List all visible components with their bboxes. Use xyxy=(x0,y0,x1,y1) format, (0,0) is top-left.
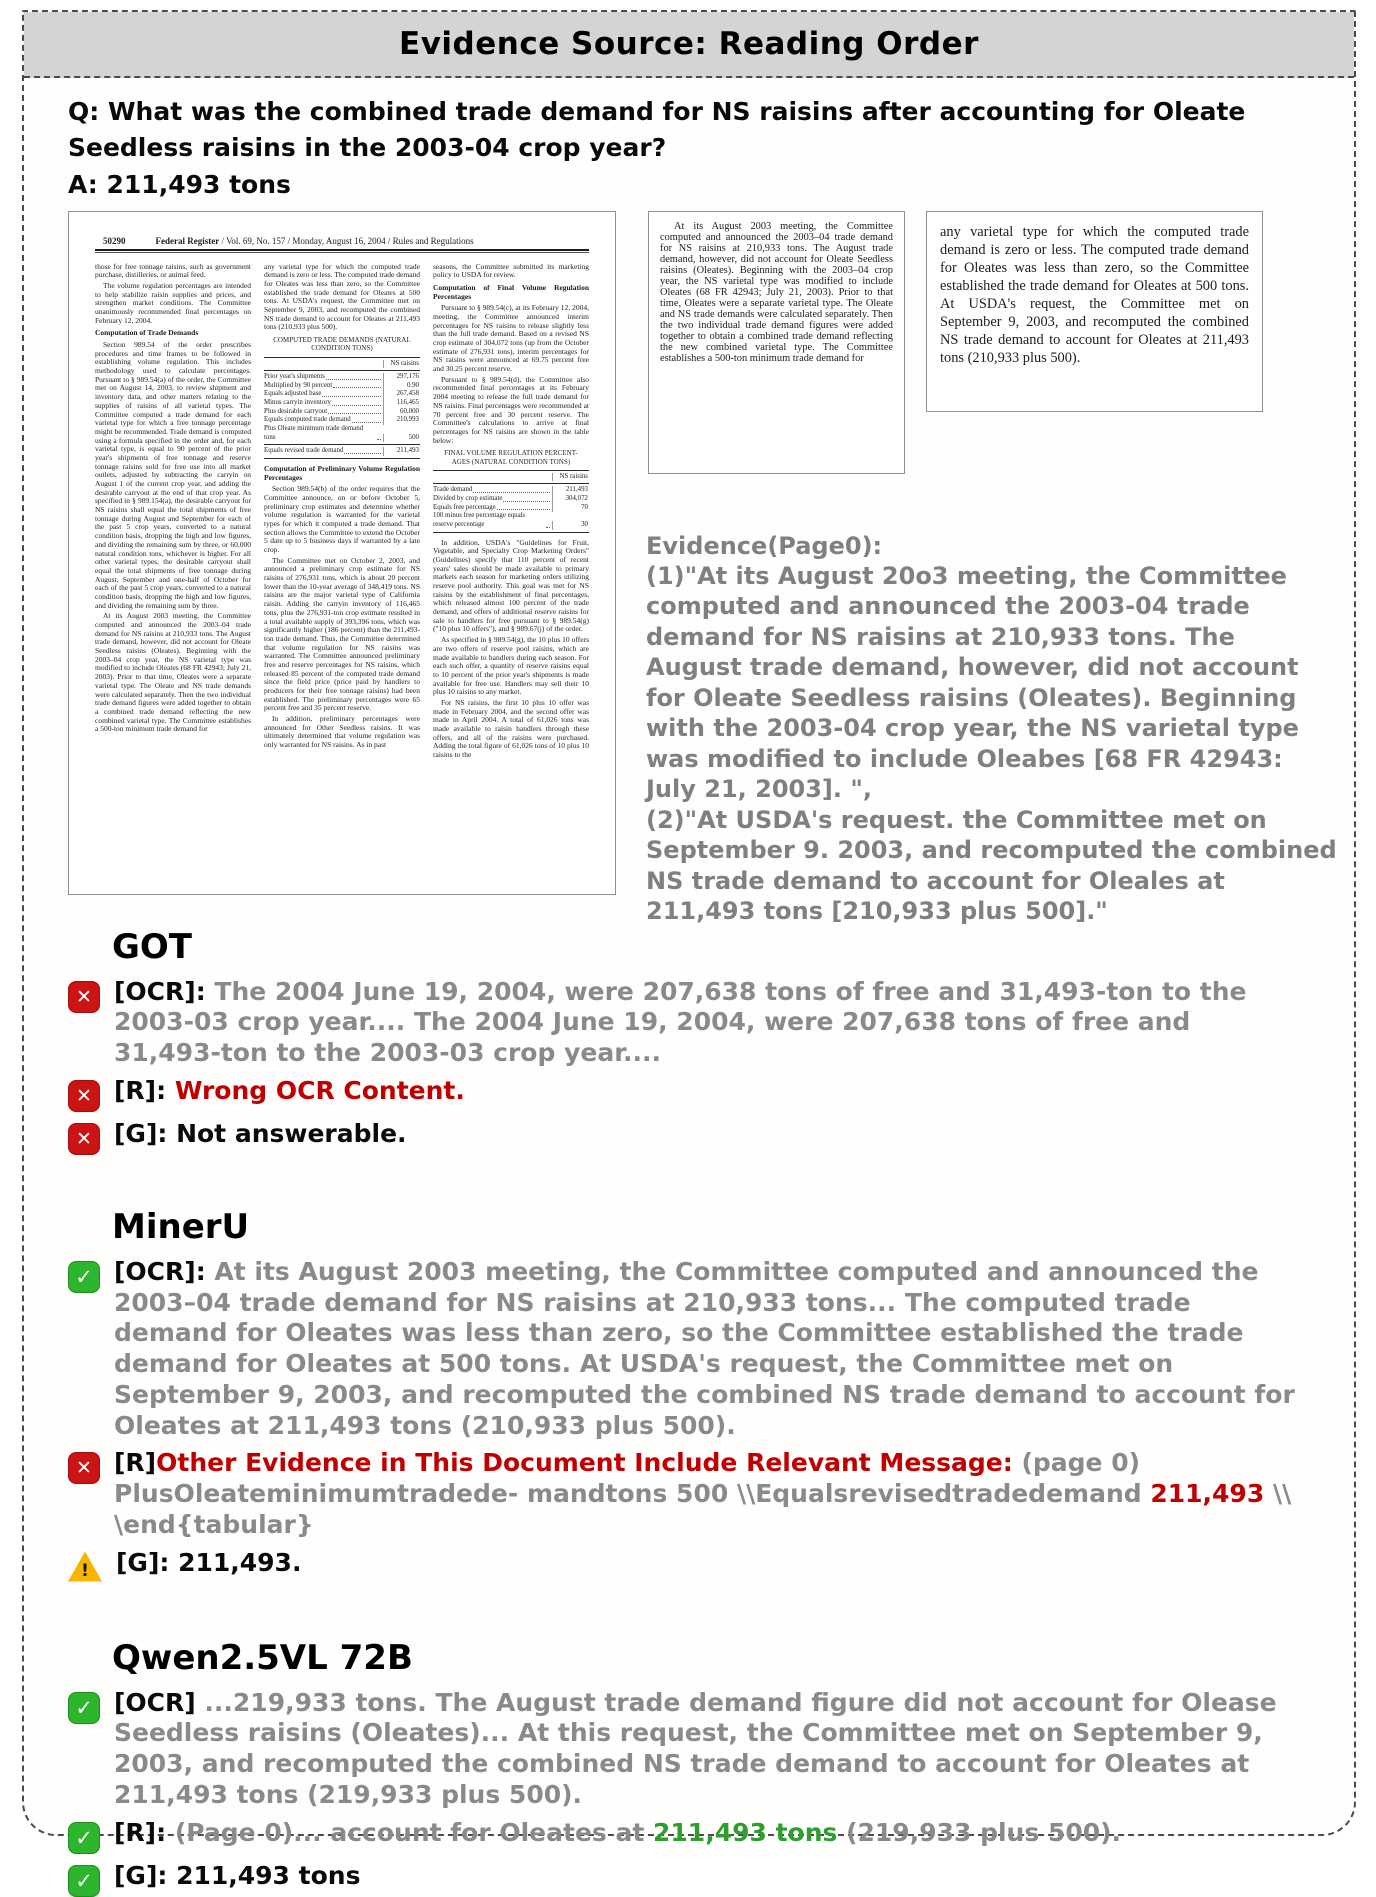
verdict-text: [G]: 211,493. xyxy=(116,1547,302,1577)
verdict-label: [OCR]: xyxy=(114,976,206,1006)
excerpt-right-text: any varietal type for which the computed trade demand is zero or less. The computed trade demand for Oleates was less than zero, so the Committee established the trade demand for Oleates at 500 tons. At USDA's request, the Committee met on September 9, 2003, and recomputed the combined NS trade demand to account for Oleates at 211,493 tons (210,933 plus 500). xyxy=(940,223,1249,367)
title-bar xyxy=(24,12,1354,78)
verdict-row xyxy=(68,1818,1326,1854)
evidence-item-2: (2)"At USDA's request. the Committee met on September 9. 2003, and recomputed the combined NS trade demand to account for Oleales at 211,493 tons [210,933 plus 500]." xyxy=(646,805,1337,926)
cross-icon xyxy=(68,1452,100,1484)
doc-paragraph: Section 989.54(b) of the order requires that the Committee announce, on or before October 5, preliminary crop estimates and determine whether volume regulation is warranted for the varietal types for which it computed a trade demand. That section allows the Committee to extend the October 5 date up to 5 business days if warranted by a late crop. xyxy=(264,484,420,554)
doc-column-2 xyxy=(264,263,420,762)
excerpt-panel-left xyxy=(648,211,905,474)
answer-text: A: 211,493 tons xyxy=(68,170,291,199)
cross-icon xyxy=(68,1080,100,1112)
question-text: Q: What was the combined trade demand for NS raisins after accounting for Oleate Seedless raisins in the 2003-04 crop year? xyxy=(68,97,1246,162)
section-qwen xyxy=(68,1638,1326,1897)
doc-paragraph: Pursuant to § 989.54(c), at its February 12, 2004, meeting, the Committee announced interim percentages for NS raisins to release slightly less than the full trade demand. Based on a revised NS crop estimate of 304,072 tons (up from the October estimate of 276,931 tons), interim percentages for NS raisins were announced at 69.75 percent free and 30.25 percent reserve. xyxy=(433,303,589,374)
doc-paragraph: those for free tonnage raisins, such as government purchase, distilleries, or animal feed. xyxy=(95,261,251,280)
verdict-row xyxy=(68,1688,1326,1811)
doc-paragraph: seasons, the Committee submitted its marketing policy to USDA for review. xyxy=(433,261,589,280)
excerpt-panel-right xyxy=(926,211,1263,412)
doc-paragraph: Pursuant to § 989.54(d), the Committee also recommended final percentages at its February 2004 meeting to release the full trade demand for NS raisins. Final percentages were recommended at 70 percent free and 30 percent reserve. The Committee's calculations to arrive at final percentages for NS raisins are shown in the table below: xyxy=(433,374,589,445)
verdict-label: [G]: xyxy=(116,1547,170,1577)
qwen-rows xyxy=(68,1688,1326,1897)
figure-content xyxy=(24,78,1354,1897)
model-name-got: GOT xyxy=(112,926,193,967)
page-title: Evidence Source: Reading Order xyxy=(399,26,979,62)
verdict-text: [G]: 211,493 tons xyxy=(114,1860,361,1890)
verdict-row xyxy=(68,1548,1326,1582)
verdict-text: [OCR]: At its August 2003 meeting, the Committee computed and announced the 2003–04 trade demand for NS raisins at 210,933 tons... The computed trade demand for Oleates was less than zero, so the Committee established the trade demand for Oleates at 500 tons. At USDA's request, the Committee met on September 9, 2003, and recomputed the combined NS trade demand to account for Oleates at 211,493 tons (210,933 plus 500). xyxy=(114,1256,1295,1440)
doc-column-1 xyxy=(95,263,251,762)
doc-paragraph: The volume regulation percentages are intended to help stabilize raisin supplies and prices, and strengthen market conditions. The Committee unanimously recommended final percentages on February 12, 2004. xyxy=(95,280,251,325)
doc-masthead xyxy=(95,236,589,251)
verdict-label: [R] xyxy=(114,1448,157,1478)
verdict-row xyxy=(68,1257,1326,1442)
model-name-qwen: Qwen2.5VL 72B xyxy=(112,1637,413,1678)
doc-heading: Computation of Preliminary Volume Regulation Percentages xyxy=(264,463,420,482)
doc-paragraph: For NS raisins, the first 10 plus 10 offer was made in February 2004, and the second offer was made in April 2004. A total of 61,026 tons was made available to raisin handlers through these offers, and all of the raisins were purchased. Adding the total figure of 61,026 tons of 10 plus 10 raisins to the xyxy=(433,697,589,760)
evidence-documents xyxy=(68,211,1337,926)
doc-paragraph: In addition, USDA's "Guidelines for Fruit, Vegetable, and Specialty Crop Marketing Orders" (Guidelines) specify that 110 percent of recent years' sales should be made available to primary markets each season for marketing orders utilizing reserve pool authority. This goal was met for NS raisins by the establishment of final percentages, which released almost 100 percent of the trade demand, and offers of additional reserve raisins for sale to handlers for free pursuant to § 989.54(g) ("10 plus 10 offers"), and § 989.67(j) of the order. xyxy=(433,537,589,634)
check-icon xyxy=(68,1865,100,1897)
verdict-label: [R]: xyxy=(114,1075,167,1105)
got-rows xyxy=(68,977,1326,1155)
cross-icon xyxy=(68,1123,100,1155)
doc-paragraph: Section 989.54 of the order prescribes procedures and time frames to be followed in establishing volume regulation. This includes methodology used to calculate percentages. Pursuant to § 989.54(a) of the order, the Committee met on August 14, 2003, to review shipment and inventory data, and other matters relating to the supplies of raisins of all varietal types. The Committee computed a trade demand for each varietal type for which a free tonnage percentage might be recommended. Trade demand is computed using a formula specified in the order and, for each varietal type, is equal to 90 percent of the prior year's shipments of free tonnage and reserve tonnage raisins sold for free use into all market outlets, adjusted by subtracting the carryin on August 1 of the current crop year, and adding the desirable carryout at the end of that crop year. As specified in § 989.154(a), the desirable carryout for NS raisins shall equal the total shipments of free tonnage during August and September for each of the past 5 crop years, converted to a natural condition basis, dropping the high and low figures, and dividing the remaining sum by three, or 60,000 natural condition tons, whichever is higher. For all other varietal types, the desirable carryout shall equal the total shipments of free tonnage during August, September and one-half of October for each of the past 5 crop years, converted to a natural condition basis, dropping the high and low figures, and dividing the remaining sum by three. xyxy=(95,340,251,610)
doc-paragraph: In addition, preliminary percentages were announced for Other Seedless raisins. It was ultimately determined that volume regulation was only warranted for NS raisins. As in past xyxy=(264,714,420,750)
model-name-mineru: MinerU xyxy=(112,1206,250,1247)
section-mineru xyxy=(68,1207,1326,1582)
warning-icon xyxy=(68,1552,102,1582)
doc-heading: Computation of Final Volume Regulation Percentages xyxy=(433,282,589,301)
verdict-row xyxy=(68,1448,1326,1540)
section-got xyxy=(68,927,1326,1155)
doc-paragraph: As specified in § 989.54(g), the 10 plus 10 offers are two offers of reserve pool raisins, which are made available to handlers during each season. For each such offer, a quantity of reserve raisins equal to 10 percent of the prior year's shipments is made available for free use. Handlers may sell their 10 plus 10 raisins to any market. xyxy=(433,635,589,697)
verdict-label: [OCR] xyxy=(114,1687,196,1717)
mineru-rows xyxy=(68,1257,1326,1582)
qa-block xyxy=(68,94,1326,203)
doc-paragraph: The Committee met on October 2, 2003, and announced a preliminary crop estimate for NS raisins of 276,931 tons, which is about 20 percent lower than the 10-year average of 348,419 tons. NS raisins are the major varietal type of California raisin. Adding the carryin inventory of 116,465 tons, plus the 276,931-ton crop estimate resulted in a total available supply of 393,396 tons, which was significantly higher (186 percent) than the 211,493-ton trade demand. Thus, the Committee determined that volume regulation for NS raisins was warranted. The Committee announced preliminary free and reserve percentages for NS raisins, which released 85 percent of the computed trade demand since the field price (price paid by handlers to producers for their free tonnage raisins) had been established. The preliminary percentages were 65 percent free and 35 percent reserve. xyxy=(264,555,420,713)
excerpt-left-text: At its August 2003 meeting, the Committee computed and announced the 2003–04 trade demand for NS raisins at 210,933 tons. The August trade demand, however, did not account for Oleate Seedless raisins (Oleates). Beginning with the 2003–04 crop year, the NS varietal type was modified to include Oleates (68 FR 42943; July 21, 2003). Prior to that time, Oleates were a separate varietal type. The Oleate and NS trade demands were calculated separately. Then the two individual trade demand figures were added together to obtain a combined trade demand reflecting the new combined varietal type. The Committee establishes a 500-ton minimum trade demand for xyxy=(660,220,893,364)
verdict-row xyxy=(68,977,1326,1069)
doc-heading: Computation of Trade Demands xyxy=(95,328,199,338)
verdict-label: [OCR]: xyxy=(114,1256,206,1286)
federal-register-page xyxy=(68,211,616,895)
verdict-text: [OCR]: The 2004 June 19, 2004, were 207,638 tons of free and 31,493-ton to the 2003-03 crop year.... The 2004 June 19, 2004, were 207,638 tons of free and 31,493-ton to the 2003-03 crop year.... xyxy=(114,976,1247,1067)
verdict-label: [R]: xyxy=(114,1817,167,1847)
check-icon xyxy=(68,1692,100,1724)
verdict-text: [OCR] ...219,933 tons. The August trade demand figure did not account for Olease Seedless raisins (Oleates)... At this request, the Committee met on September 9, 2003, and recomputed the combined NS trade demand to account for Oleates at 211,493 tons (219,933 plus 500). xyxy=(114,1687,1277,1809)
verdict-row xyxy=(68,1119,1326,1155)
figure-frame xyxy=(22,10,1356,1890)
verdict-row xyxy=(68,1861,1326,1897)
doc-page-number: 50290 xyxy=(103,235,126,246)
doc-table: COMPUTED TRADE DEMANDS (NATURAL CONDITION TONS) NS raisins Prior year's shipments 297,176 Multiplied by 90 percent 0.90 Equals adjusted base 267,458 Minus carryin inventory 116,465 Plus desirable carryout 60,000 Equals computed trade demand 210,993 Plus Oleate minimum trade demand tons 500 Equals revised trade demand 211,493 xyxy=(264,337,420,459)
verdict-text: [R]: (Page 0)... account for Oleates at 211,493 tons (219,933 plus 500). xyxy=(114,1817,1122,1847)
cross-icon xyxy=(68,981,100,1013)
doc-table: FINAL VOLUME REGULATION PERCENT- AGES (NATURAL CONDITION TONS) NS raisins Trade demand 211,493 Divided by crop estimate 304,072 Equals free percentage 70 100 minus free percentage equals reserve percentage 30 xyxy=(433,450,589,532)
verdict-text: [G]: Not answerable. xyxy=(114,1118,407,1148)
doc-paragraph: any varietal type for which the computed trade demand is zero or less. The computed trade demand for Oleates was less than zero, so the Committee established the trade demand for Oleates at 500 tons. At USDA's request, the Committee met on September 9, 2003, and recomputed the combined NS trade demand to account for Oleates at 211,493 tons (210,933 plus 500). xyxy=(264,261,420,332)
doc-column-3 xyxy=(433,263,589,762)
verdict-row xyxy=(68,1076,1326,1112)
evidence-item-1: (1)"At its August 20o3 meeting, the Committee computed and announced the 2003-04 trade demand for NS raisins at 210,933 tons. The August trade demand, however, did not account for Oleate Seedless raisins (Oleates). Beginning with the 2003-04 crop year, the NS varietal type was modified to include Oleabes [68 FR 42943: July 21, 2003]. ", xyxy=(646,561,1299,804)
verdict-label: [G]: xyxy=(114,1860,168,1890)
check-icon xyxy=(68,1822,100,1854)
verdict-text: [R]Other Evidence in This Document Include Relevant Message: (page 0) PlusOleateminimumtradede- mandtons 500 \\Equalsrevisedtradedemand 211,493 \\ \end{tabular} xyxy=(114,1448,1292,1539)
verdict-text: [R]: Wrong OCR Content. xyxy=(114,1075,465,1105)
evidence-text-block xyxy=(646,531,1338,927)
doc-paragraph: At its August 2003 meeting, the Committee computed and announced the 2003–04 trade demand for NS raisins at 210,933 tons. The August trade demand, however, did not account for Oleate Seedless raisins (Oleates). Beginning with the 2003–04 crop year, the NS varietal type was modified to include Oleates (68 FR 42943; July 21, 2003). Prior to that time, Oleates were a separate varietal type. The Oleate and NS trade demands were calculated separately. Then the two individual trade demand figures were added together to obtain a combined trade demand reflecting the new combined varietal type. The Committee establishes a 500-ton minimum trade demand for xyxy=(95,611,251,734)
evidence-title: Evidence(Page0): xyxy=(646,531,883,560)
doc-masthead-text: Federal Register / Vol. 69, No. 157 / Monday, August 16, 2004 / Rules and Regulations xyxy=(155,235,474,246)
verdict-label: [G]: xyxy=(114,1118,168,1148)
doc-columns xyxy=(95,263,589,762)
check-icon xyxy=(68,1261,100,1293)
